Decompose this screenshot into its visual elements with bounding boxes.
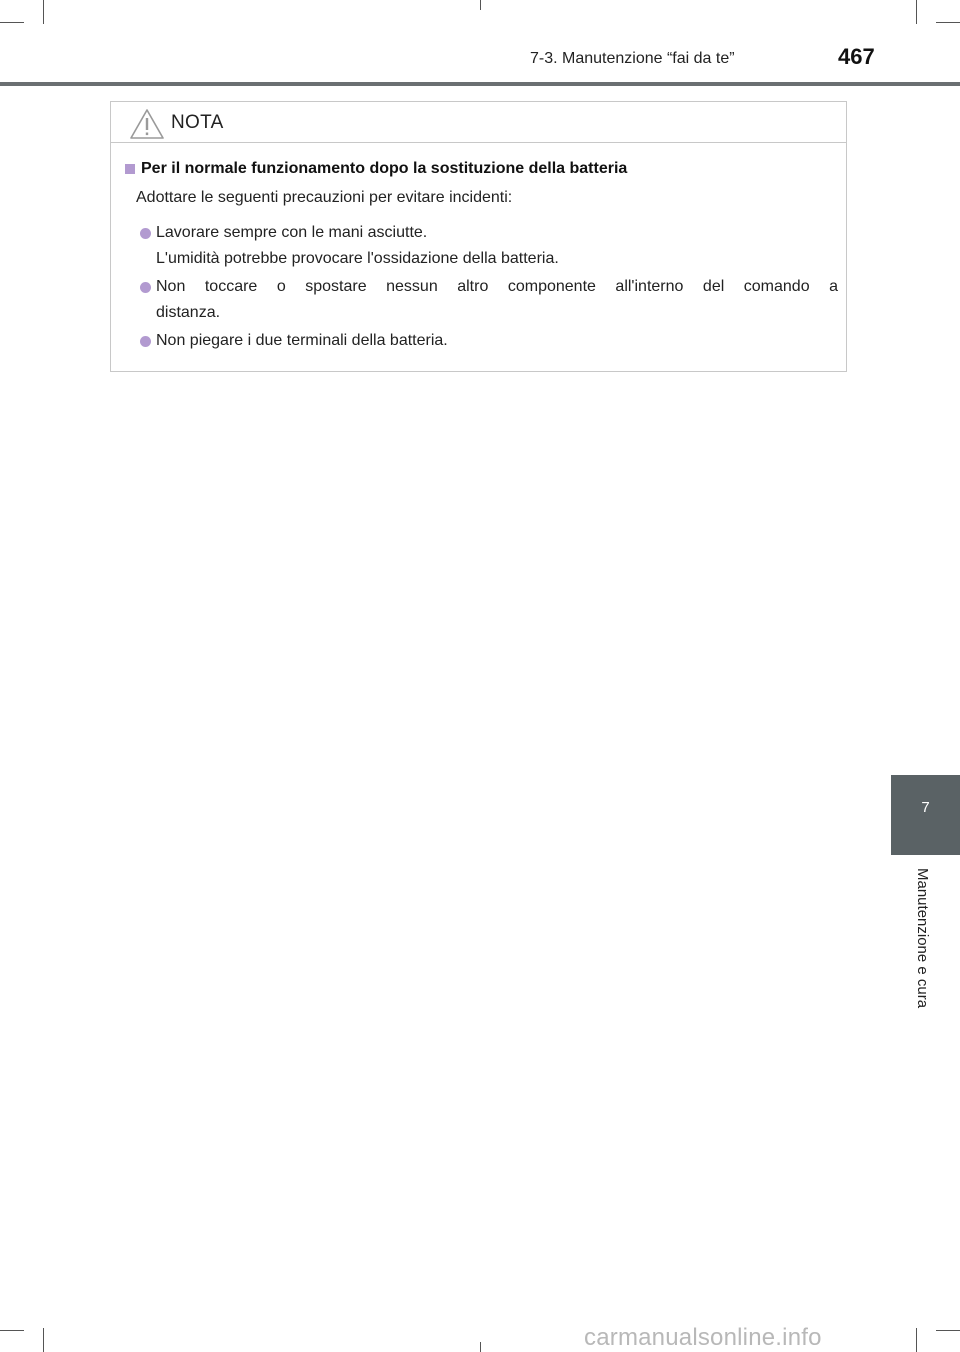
list-item-text: L'umidità potrebbe provocare l'ossidazione della batteria.: [156, 250, 559, 267]
list-item-text: distanza.: [156, 304, 221, 321]
list-item-text: Non piegare i due terminali della batteria.: [156, 332, 448, 349]
circle-bullet-icon: [140, 336, 151, 347]
crop-mark: [936, 1330, 960, 1331]
nota-box: [110, 101, 847, 372]
list-item: [136, 220, 838, 272]
list-item: [136, 274, 838, 326]
crop-mark: [43, 1328, 44, 1352]
nota-header: [111, 102, 846, 143]
circle-bullet-icon: [140, 228, 151, 239]
intro-text: Adottare le seguenti precauzioni per evitare incidenti:: [136, 189, 513, 206]
crop-mark: [0, 22, 24, 23]
circle-bullet-icon: [140, 282, 151, 293]
crop-mark: [0, 1330, 24, 1331]
chapter-number: 7: [921, 799, 930, 816]
crop-mark: [43, 0, 44, 24]
list-item-text: Lavorare sempre con le mani asciutte.: [156, 224, 428, 241]
header-rule: [0, 82, 960, 86]
crop-mark: [936, 22, 960, 23]
list-item-text: Non toccare o spostare nessun altro componente all'interno del comando a: [156, 278, 838, 295]
nota-title: NOTA: [171, 112, 224, 133]
list-item: [136, 328, 838, 354]
crop-mark: [916, 0, 917, 24]
crop-mark: [916, 1328, 917, 1352]
crop-mark: [480, 1342, 481, 1352]
watermark: carmanualsonline.info: [584, 1324, 822, 1351]
square-bullet-icon: [125, 164, 135, 174]
warning-triangle-icon: [129, 108, 165, 140]
chapter-label: Manutenzione e cura: [914, 868, 931, 1009]
section-heading-text: Per il normale funzionamento dopo la sostituzione della batteria: [141, 160, 628, 177]
section-title: 7-3. Manutenzione “fai da te”: [530, 50, 735, 67]
section-heading: [125, 160, 627, 178]
crop-mark: [480, 0, 481, 10]
chapter-tab: [891, 775, 960, 855]
page-number: 467: [838, 44, 875, 69]
